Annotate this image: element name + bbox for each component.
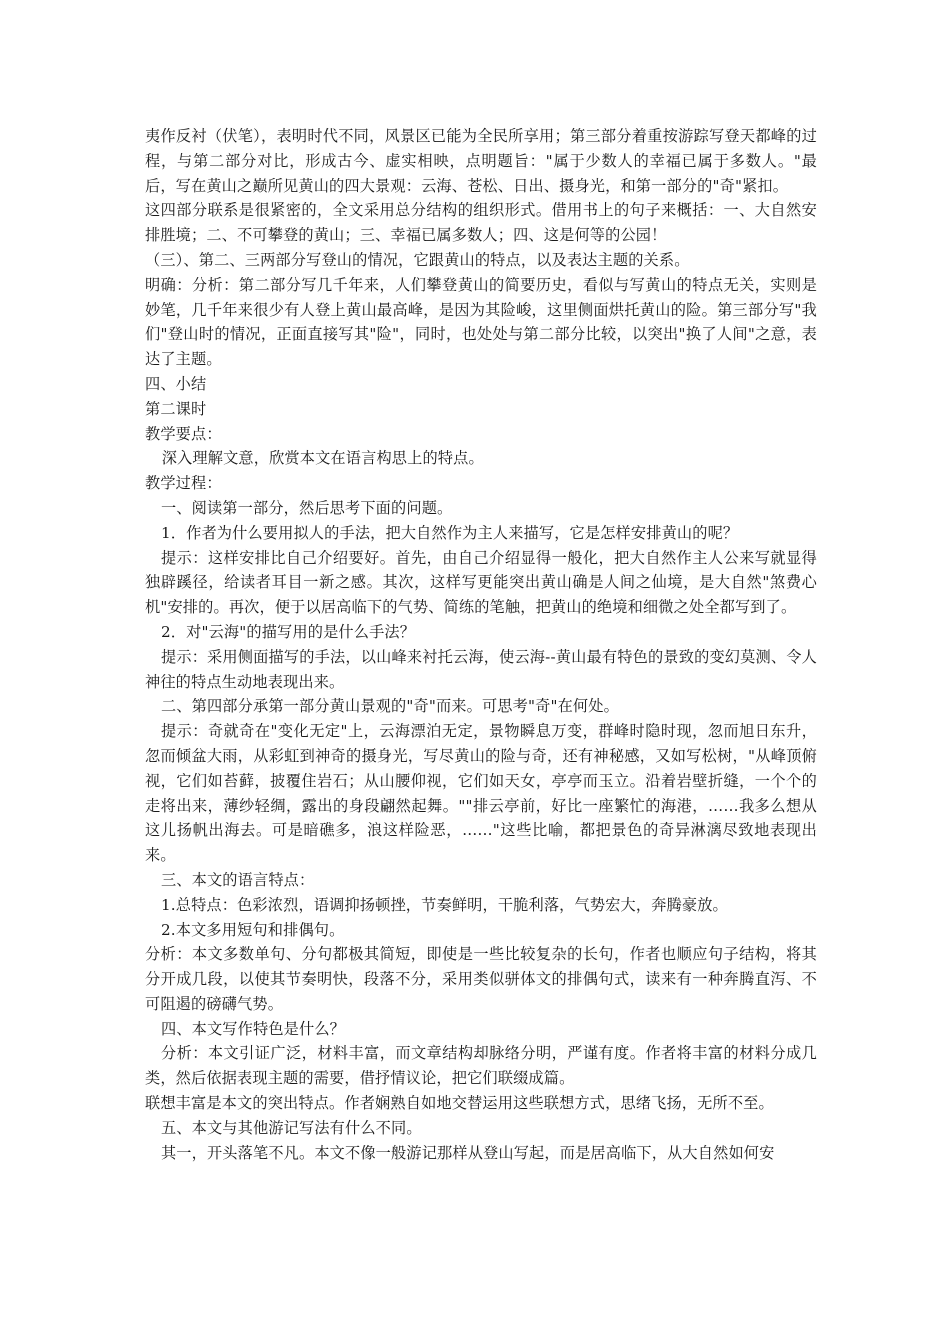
paragraph-16: 提示：奇就奇在"变化无定"上，云海漂泊无定，景物瞬息万变，群峰时隐时现，忽而旭日东升，忽而倾盆大雨，从彩虹到神奇的摄身光，写尽黄山的险与奇，还有神秘感，又如写松树，"从峰顶俯视，它们如苔藓，披覆住岩石；从山腰仰视，它们如天女，亭亭而玉立。沿着岩壁折缝，一个个的走将出来，薄纱轻绸，露出的身段翩然起舞。""排云亭前，好比一座繁忙的海港，……我多么想从这儿扬帆出海去。可是暗礁多，浪这样险恶，……"这些比喻，都把景色的奇异淋漓尽致地表现出来。 bbox=[145, 722, 817, 865]
paragraph-17: 三、本文的语言特点： bbox=[160, 870, 315, 889]
paragraph-11: 1．作者为什么要用拟人的手法，把大自然作为主人来描写，它是怎样安排黄山的呢？ bbox=[160, 523, 739, 542]
paragraph-3: （三）、第二、三两部分写登山的情况，它跟黄山的特点，以及表达主题的关系。 bbox=[145, 250, 690, 269]
process-heading: 教学过程： bbox=[145, 474, 222, 493]
paragraph-1: 夷作反衬（伏笔），表明时代不同，风景区已能为全民所享用；第三部分着重按游踪写登天都峰的过程，与第二部分对比，形成古今、虚实相映，点明题旨："属于少数人的幸福已属于多数人。"最后，写在黄山之巅所见黄山的四大景观：云海、苍松、日出、摄身光，和第一部分的"奇"紧扣。 bbox=[145, 127, 817, 195]
paragraph-19: 2.本文多用短句和排偶句。 bbox=[160, 920, 345, 939]
paragraph-15: 二、第四部分承第一部分黄山景观的"奇"而来。可思考"奇"在何处。 bbox=[160, 697, 619, 716]
paragraph-13: 2．对"云海"的描写用的是什么手法？ bbox=[160, 622, 416, 641]
paragraph-10: 一、阅读第一部分，然后思考下面的问题。 bbox=[160, 498, 453, 517]
paragraph-14: 提示：采用侧面描写的手法，以山峰来衬托云海，使云海--黄山最有特色的景致的变幻莫测、令人神往的特点生动地表现出来。 bbox=[145, 647, 817, 691]
paragraph-2: 这四部分联系是很紧密的，全文采用总分结构的组织形式。借用书上的句子来概括：一、大自然安排胜境；二、不可攀登的黄山；三、幸福已属多数人；四、这是何等的公园！ bbox=[145, 201, 817, 245]
section-heading-summary: 四、小结 bbox=[145, 374, 207, 393]
lesson-heading: 第二课时 bbox=[145, 399, 207, 418]
paragraph-12: 提示：这样安排比自己介绍要好。首先，由自己介绍显得一般化，把大自然作主人公来写就显得独辟蹊径，给读者耳目一新之感。其次，这样写更能突出黄山确是人间之仙境，是大自然"煞费心机"安排的。再次，便于以居高临下的气势、简练的笔触，把黄山的绝境和细微之处全都写到了。 bbox=[145, 548, 817, 617]
paragraph-4: 明确：分析：第二部分写几千年来，人们攀登黄山的简要历史，看似与写黄山的特点无关，实则是妙笔，几千年来很少有人登上黄山最高峰，是因为其险峻，这里侧面烘托黄山的险。第三部分写"我们"登山时的情况，正面直接写其"险"，同时，也处处与第二部分比较，以突出"换了人间"之意，表达了主题。 bbox=[145, 275, 817, 369]
document-body bbox=[145, 124, 817, 1165]
paragraph-24: 五、本文与其他游记写法有什么不同。 bbox=[160, 1118, 422, 1137]
paragraph-18: 1.总特点：色彩浓烈，语调抑扬顿挫，节奏鲜明，干脆利落，气势宏大，奔腾豪放。 bbox=[160, 895, 728, 914]
paragraph-21: 四、本文写作特色是什么？ bbox=[160, 1019, 346, 1038]
paragraph-8: 深入理解文意，欣赏本文在语言构思上的特点。 bbox=[161, 449, 484, 468]
paragraph-22: 分析：本文引证广泛，材料丰富，而文章结构却脉络分明，严谨有度。作者将丰富的材料分成几类，然后依据表现主题的需要，借抒情议论，把它们联缀成篇。 bbox=[145, 1044, 817, 1088]
paragraph-20: 分析：本文多数单句、分句都极其简短，即使是一些比较复杂的长句，作者也顺应句子结构，将其分开成几段，以使其节奏明快，段落不分，采用类似骈体文的排偶句式，读来有一种奔腾直泻、不可阻遏的磅礴气势。 bbox=[145, 945, 817, 1013]
key-points-heading: 教学要点： bbox=[145, 424, 222, 443]
paragraph-23: 联想丰富是本文的突出特点。作者娴熟自如地交替运用这些联想方式，思绪飞扬，无所不至。 bbox=[145, 1094, 774, 1113]
paragraph-25: 其一，开头落笔不凡。本文不像一般游记那样从登山写起，而是居高临下，从大自然如何安 bbox=[160, 1143, 775, 1162]
